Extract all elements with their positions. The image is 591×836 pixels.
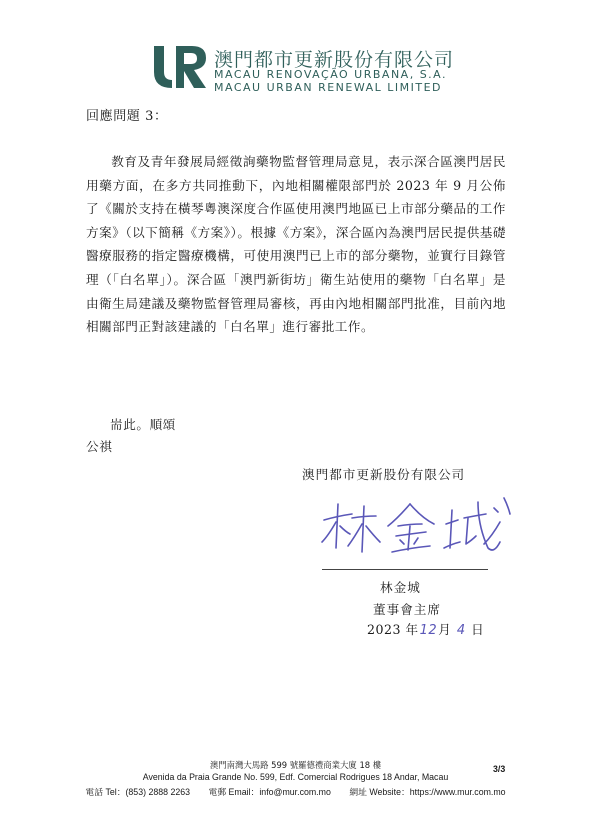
reply-paragraph: 教育及青年發展局經徵詢藥物監督管理局意見，表示深合區澳門居民用藥方面，在多方共同推動下，內地相關權限部門於 2023 年 9 月公佈了《關於支持在橫琴粵澳深度合作區使用澳門地區已上市部分藥品的工作方案》（以下簡稱《方案》）。根據《方案》，深合區內為澳門居民提供基礎醫療服務的指定醫療機構，可使用澳門已上市的部分藥物，並實行目錄管理（「白名單」）。深合區「澳門新街坊」衛生站使用的藥物「白名單」是由衛生局建議及藥物監督管理局審核，再由內地相關部門批准，目前內地相關部門正對該建議的「白名單」進行審批工作。 — [86, 154, 506, 335]
reply-title: 回應問題 3： — [86, 109, 168, 124]
page-number: 3/3 — [493, 764, 506, 774]
date-year: 2023 年 — [367, 622, 419, 637]
closing-line-1: 耑此。順頌 — [110, 417, 176, 432]
footer-contact — [0, 785, 591, 798]
handwritten-signature — [318, 496, 518, 566]
signature-line — [322, 569, 488, 570]
footer-tel: 電話 Tel：(853) 2888 2263 — [85, 787, 191, 797]
signer-title: 董事會主席 — [373, 602, 441, 617]
footer-website[interactable]: 網址 Website：https://www.mur.com.mo — [349, 787, 506, 797]
company-name-zh: 澳門都市更新股份有限公司 — [214, 49, 455, 71]
date-month-handwritten: 12 — [419, 623, 438, 638]
signature-company: 澳門都市更新股份有限公司 — [302, 467, 466, 482]
footer-address-zh: 澳門南灣大馬路 599 號羅德禮商業大廈 18 樓 — [209, 760, 382, 770]
closing-line-2: 公祺 — [86, 439, 113, 454]
date-day-suffix: 日 — [471, 622, 485, 637]
signer-name: 林金城 — [380, 580, 421, 595]
date-day-handwritten: 4 — [456, 623, 466, 638]
signing-date — [367, 619, 484, 638]
company-name-pt: MACAU RENOVAÇÃO URBANA, S.A. — [214, 68, 448, 81]
ur-logo-icon — [150, 44, 210, 90]
footer-email[interactable]: 電郵 Email：info@mur.com.mo — [208, 787, 331, 797]
footer-address-pt: Avenida da Praia Grande No. 599, Edf. Comercial Rodrigues 18 Andar, Macau — [142, 772, 449, 782]
date-month-suffix: 月 — [438, 622, 452, 637]
company-name-en: MACAU URBAN RENEWAL LIMITED — [214, 81, 443, 94]
